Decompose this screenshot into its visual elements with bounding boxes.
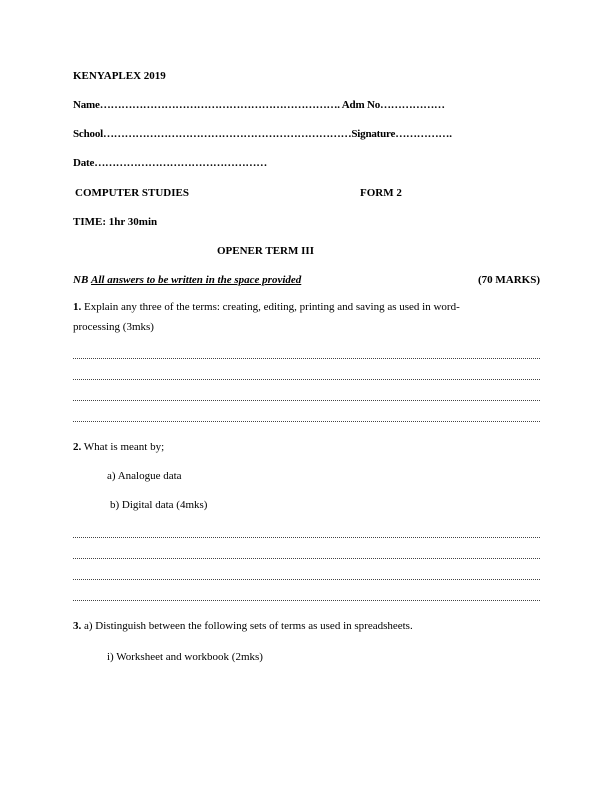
answer-line[interactable] bbox=[73, 579, 540, 580]
school-field: School……………………………………………………………Signature……………. bbox=[73, 128, 452, 140]
question-number: 2. bbox=[73, 441, 82, 453]
total-marks: (70 MARKS) bbox=[477, 274, 540, 286]
question-1-line2: processing (3mks) bbox=[73, 321, 154, 333]
answer-line[interactable] bbox=[73, 400, 540, 401]
question-2 bbox=[73, 441, 164, 454]
subject: COMPUTER STUDIES bbox=[75, 187, 189, 199]
org-title: KENYAPLEX 2019 bbox=[73, 70, 166, 82]
question-text: a) Distinguish between the following sets of terms as used in spreadsheets. bbox=[81, 620, 413, 632]
instruction bbox=[73, 274, 301, 287]
question-2-part-b: b) Digital data (4mks) bbox=[110, 499, 208, 511]
answer-line[interactable] bbox=[73, 537, 540, 538]
answer-line[interactable] bbox=[73, 379, 540, 380]
answer-line[interactable] bbox=[73, 421, 540, 422]
question-3 bbox=[73, 620, 413, 633]
question-text: Explain any three of the terms: creating, editing, printing and saving as used in word- bbox=[81, 301, 460, 313]
time: TIME: 1hr 30min bbox=[73, 216, 158, 228]
question-2-part-a: a) Analogue data bbox=[107, 470, 182, 482]
nb-label: NB bbox=[73, 274, 89, 286]
question-number: 1. bbox=[73, 301, 82, 313]
name-field: Name…………………………………………………………. Adm No……………… bbox=[73, 99, 445, 111]
date-field: Date………………………………………… bbox=[73, 157, 267, 169]
question-1 bbox=[73, 301, 460, 314]
question-text: What is meant by; bbox=[81, 441, 165, 453]
instruction-text: All answers to be written in the space provided bbox=[91, 274, 302, 286]
question-number: 3. bbox=[73, 620, 82, 632]
answer-line[interactable] bbox=[73, 600, 540, 601]
form: FORM 2 bbox=[360, 187, 402, 199]
answer-line[interactable] bbox=[73, 358, 540, 359]
answer-line[interactable] bbox=[73, 558, 540, 559]
question-3-part-i: i) Worksheet and workbook (2mks) bbox=[107, 651, 263, 663]
exam-title: OPENER TERM III bbox=[217, 245, 314, 257]
